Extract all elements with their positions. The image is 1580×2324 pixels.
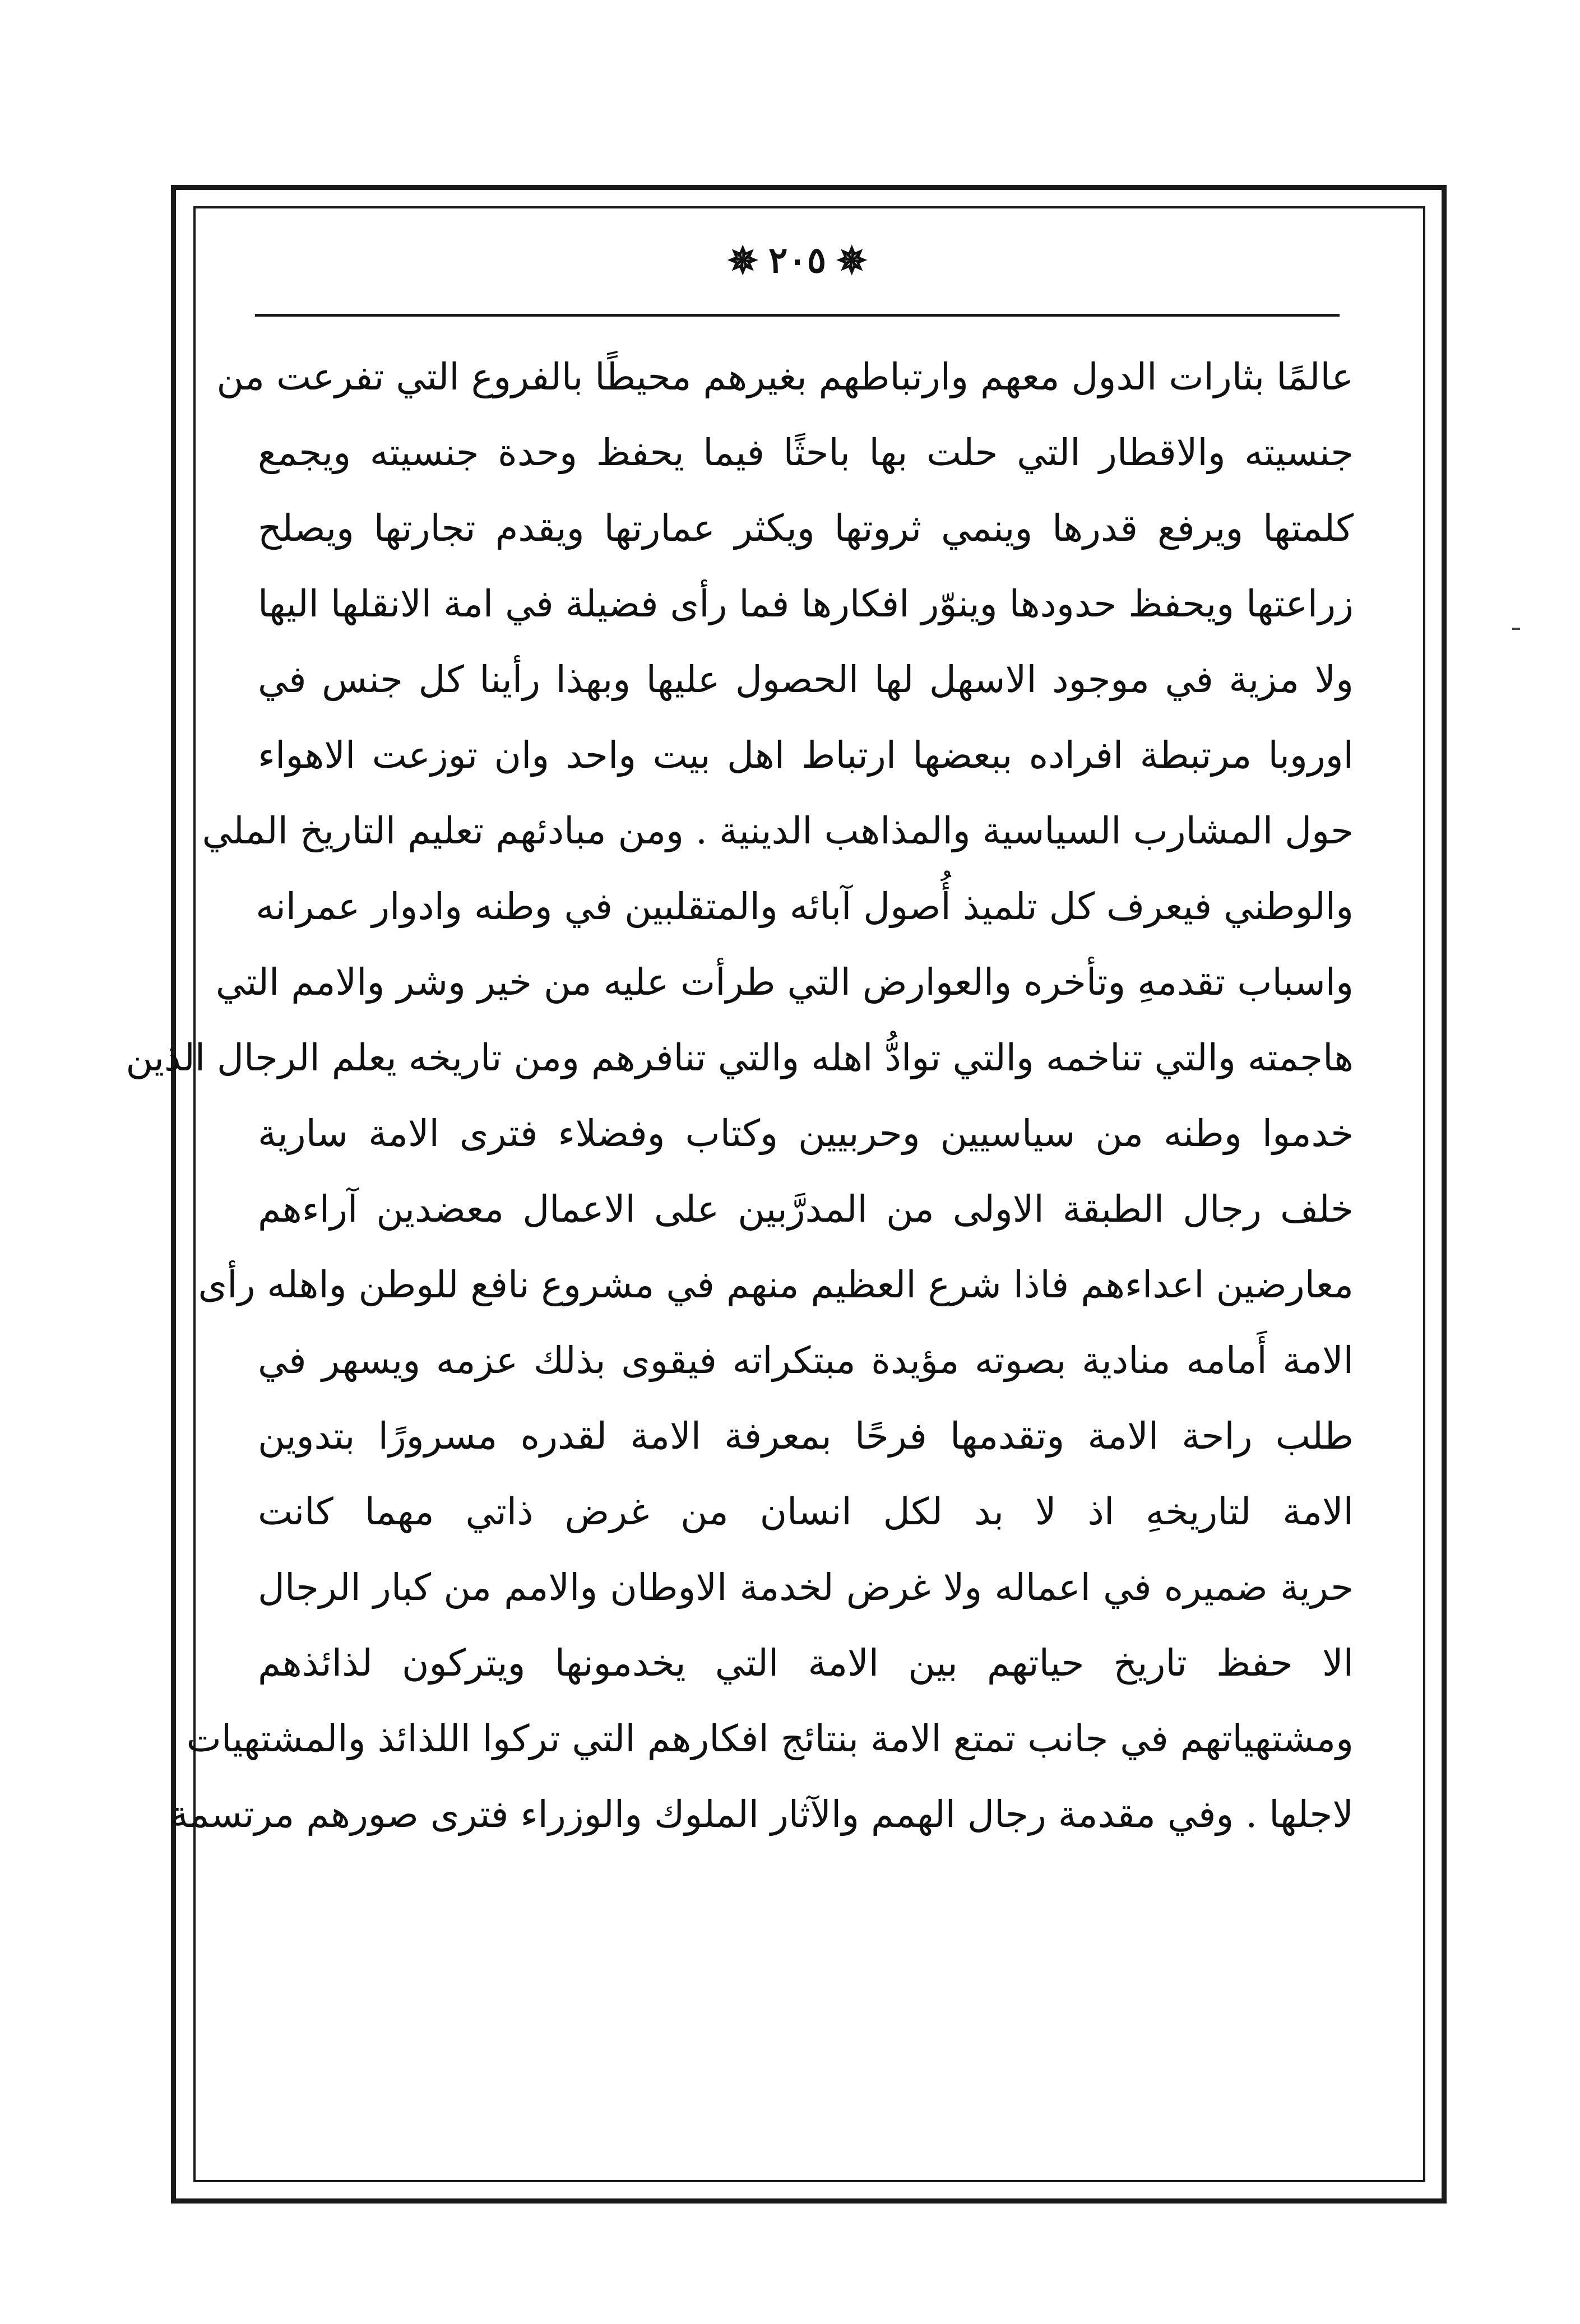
ornament-right-icon: ✵ <box>836 239 868 282</box>
text-line: كلمتها ويرفع قدرها وينمي ثروتها ويكثر عمارتها ويقدم تجارتها ويصلح <box>258 507 1354 550</box>
page-header <box>255 230 1340 291</box>
text-line: والوطني فيعرف كل تلميذ أُصول آبائه والمتقلبين في وطنه وادوار عمرانه <box>256 885 1354 928</box>
text-line: ولا مزية في موجود الاسهل لها الحصول عليها وبهذا رأينا كل جنس في <box>258 658 1354 701</box>
text-line: واسباب تقدمهِ وتأخره والعوارض التي طرأت عليه من خير وشر والامم التي <box>215 961 1354 1004</box>
page-number: ٢٠٥ <box>768 239 827 281</box>
text-line: جنسيته والاقطار التي حلت بها باحثًا فيما يحفظ وحدة جنسيته ويجمع <box>258 431 1354 474</box>
text-line: خدموا وطنه من سياسيين وحربيين وكتاب وفضلاء فترى الامة سارية <box>258 1112 1354 1155</box>
text-line: الامة لتاريخهِ اذ لا بد لكل انسان من غرض ذاتي مهما كانت <box>258 1490 1354 1533</box>
margin-mark <box>1512 628 1520 630</box>
header-divider <box>255 314 1340 317</box>
text-line: ومشتهياتهم في جانب تمتع الامة بنتائج افكارهم التي تركوا اللذائذ والمشتهيات <box>186 1717 1354 1760</box>
text-line: هاجمته والتي تناخمه والتي توادُّ اهله والتي تنافرهم ومن تاريخه يعلم الرجال الذين <box>126 1036 1354 1079</box>
text-line: زراعتها ويحفظ حدودها وينوّر افكارها فما رأى فضيلة في امة الانقلها اليها <box>258 582 1354 625</box>
text-line: الامة أَمامه منادية بصوته مؤيدة مبتكراته فيقوى بذلك عزمه ويسهر في <box>258 1339 1354 1382</box>
body-text <box>126 339 1354 2155</box>
text-line: طلب راحة الامة وتقدمها فرحًا بمعرفة الامة لقدره مسرورًا بتدوين <box>258 1414 1354 1458</box>
text-line: عالمًا بثارات الدول معهم وارتباطهم بغيرهم محيطًا بالفروع التي تفرعت من <box>216 355 1354 398</box>
text-line: حرية ضميره في اعماله ولا غرض لخدمة الاوطان والامم من كبار الرجال <box>258 1566 1354 1609</box>
text-line: لاجلها . وفي مقدمة رجال الهمم والآثار الملوك والوزراء فترى صورهم مرتسمة <box>169 1793 1354 1836</box>
ornament-left-icon: ✵ <box>727 239 758 282</box>
text-line: خلف رجال الطبقة الاولى من المدرَّبين على الاعمال معضدين آراءهم <box>258 1187 1354 1231</box>
text-line: معارضين اعداءهم فاذا شرع العظيم منهم في مشروع نافع للوطن واهله رأى <box>198 1263 1354 1306</box>
text-line: حول المشارب السياسية والمذاهب الدينية . ومن مبادئهم تعليم التاريخ الملي <box>202 809 1354 852</box>
text-line: الا حفظ تاريخ حياتهم بين الامة التي يخدمونها ويتركون لذائذهم <box>258 1641 1354 1685</box>
text-line: اوروبا مرتبطة افراده ببعضها ارتباط اهل بيت واحد وان توزعت الاهواء <box>258 734 1354 777</box>
